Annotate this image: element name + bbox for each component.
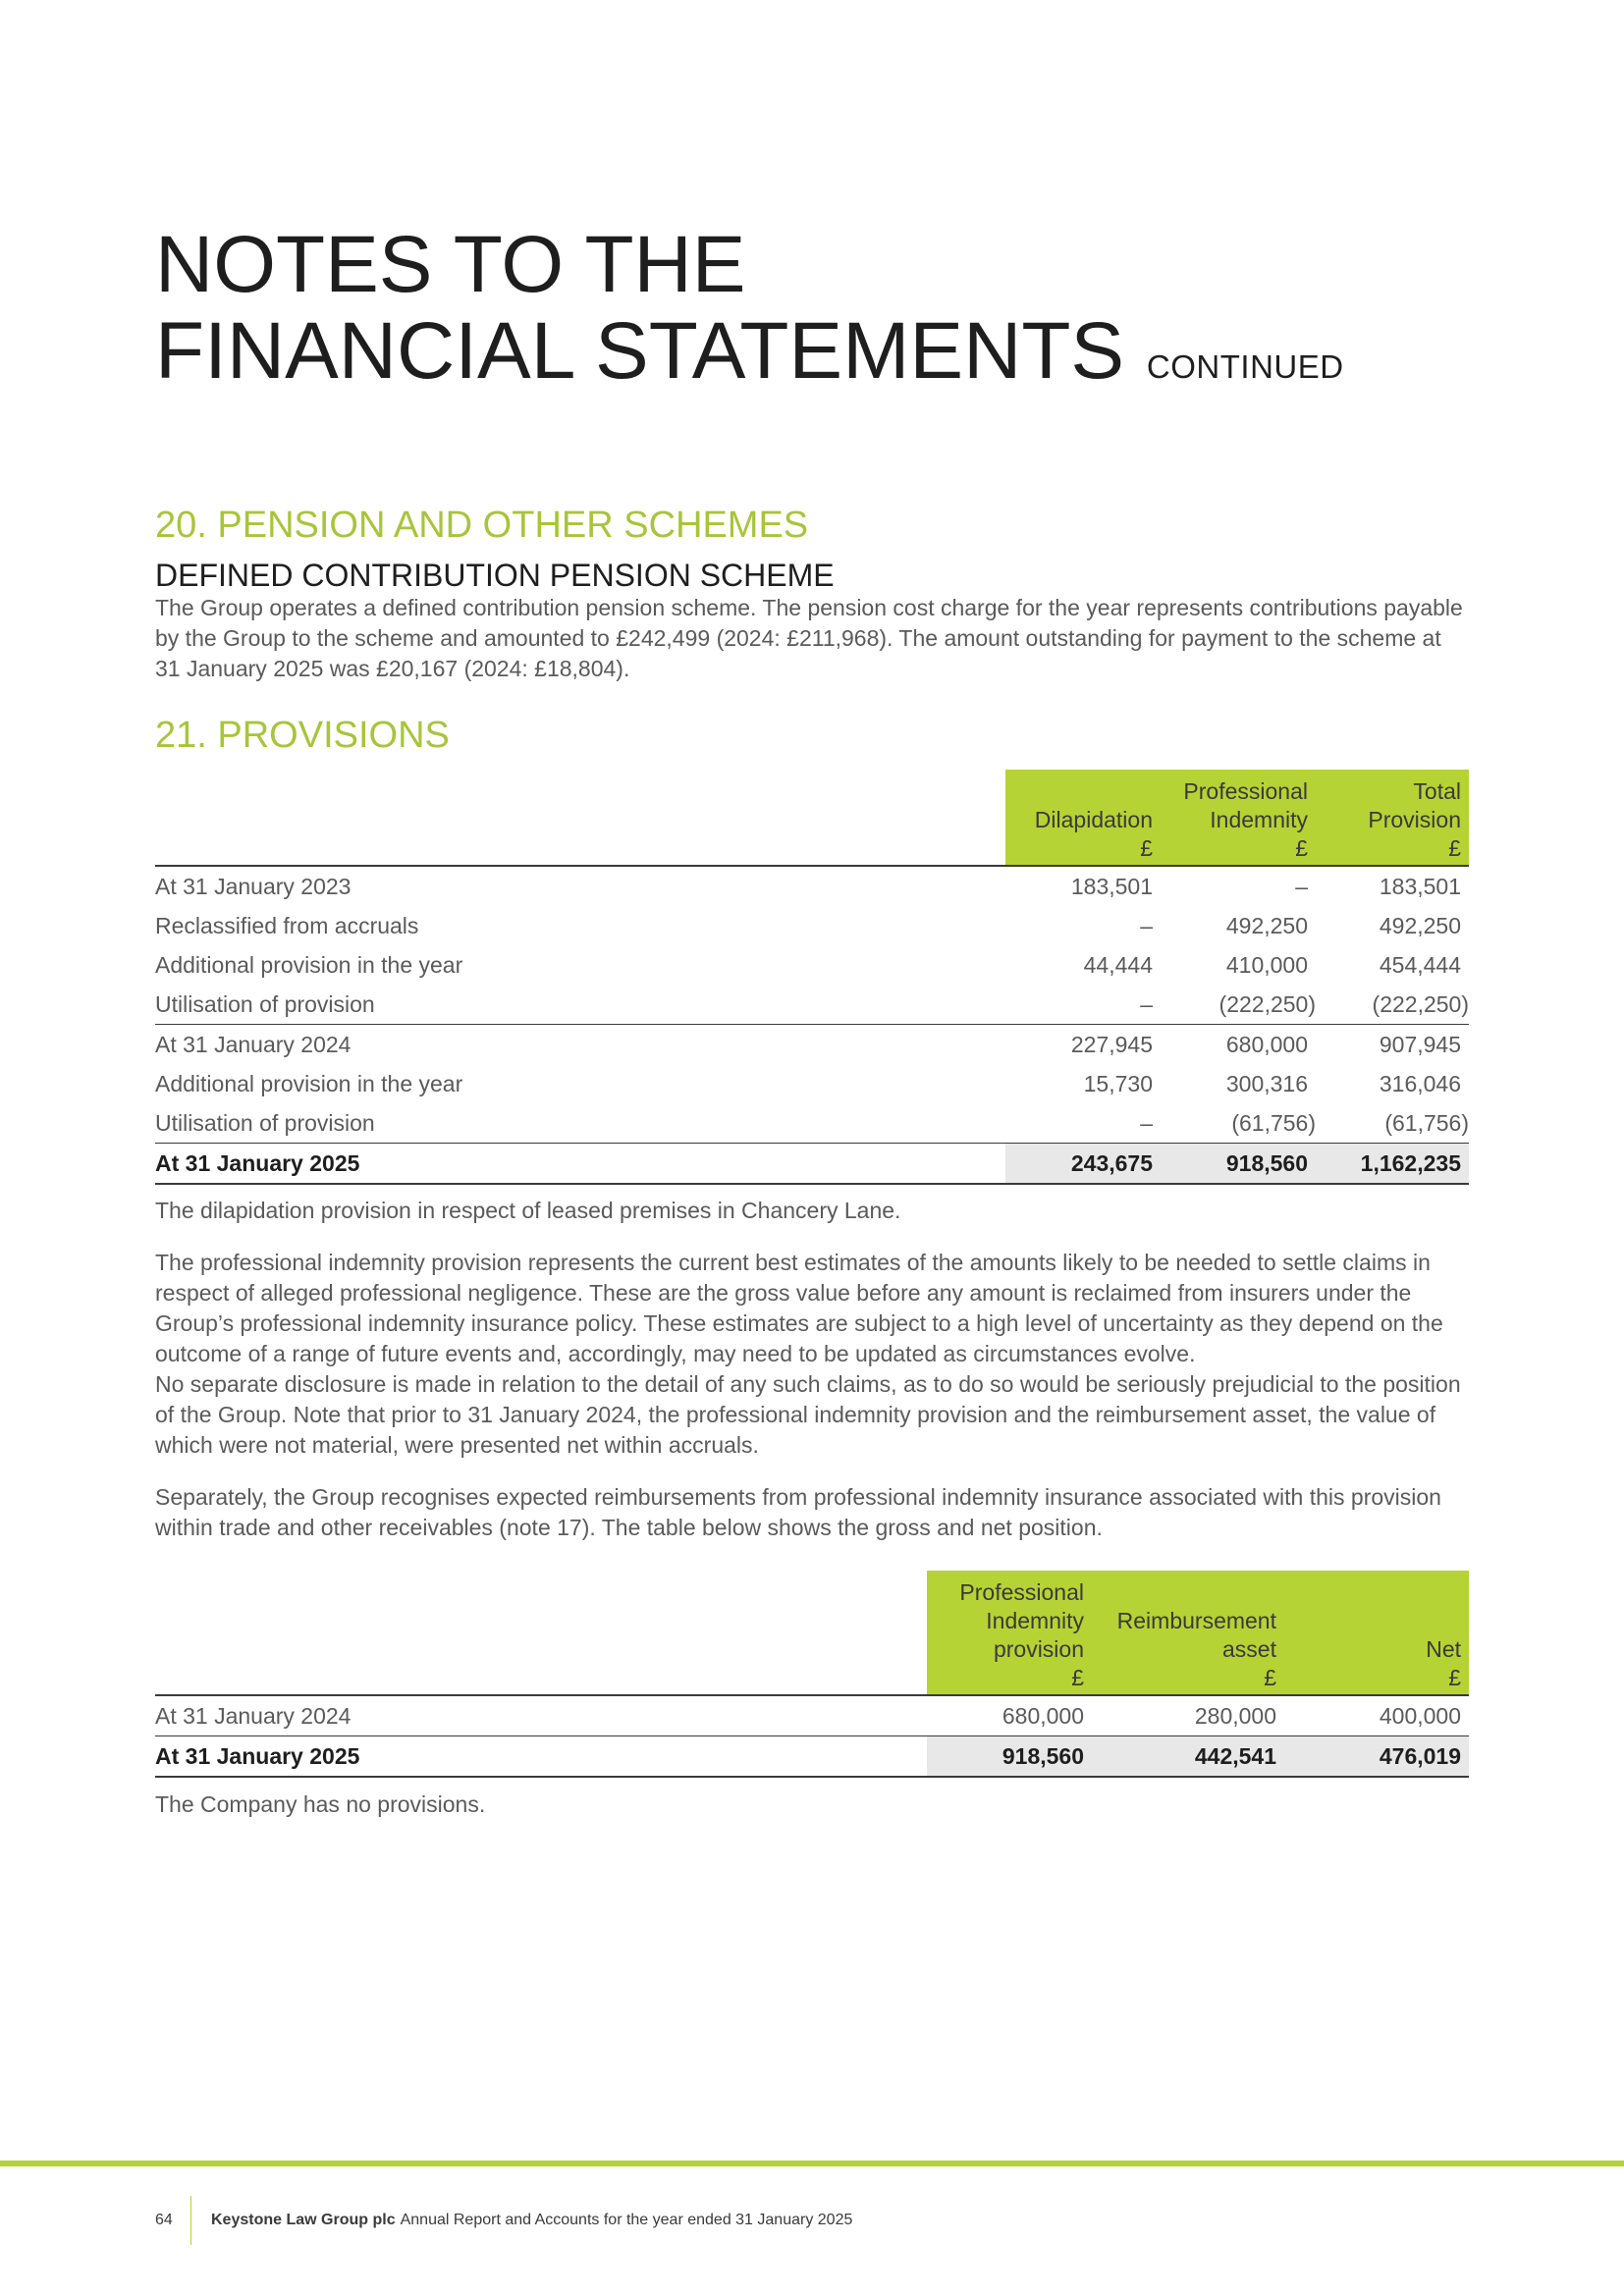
table-row: At 31 January 2024 227,945 680,000 907,945 [155, 1025, 1469, 1065]
section-20-subheading: DEFINED CONTRIBUTION PENSION SCHEME [155, 558, 835, 593]
provisions-table-header [155, 770, 1469, 866]
table-row: Utilisation of provision – (61,756) (61,756) [155, 1109, 1469, 1136]
indemnity-note: The professional indemnity provision represents the current best estimates of the amounts likely to be needed to settle claims in respect of alleged professional negligence. These are the gross value before any amount is reclaimed from insurers under the Group’s professional indemnity insurance policy. These estimates are subject to a high level of uncertainty as they depend on the outcome of a range of future events and, accordingly, may need to be updated as circumstances evolve. [155, 1250, 1443, 1366]
reimbursement-table-header [155, 1571, 1469, 1695]
column-header-net: Net £ [1284, 1571, 1469, 1695]
company-provisions-note: The Company has no provisions. [155, 1791, 486, 1817]
provisions-table [155, 770, 1469, 1185]
column-header-professional-indemnity: Professional Indemnity £ [1161, 770, 1316, 866]
column-header-reimbursement-asset: Reimbursement asset £ [1092, 1571, 1284, 1695]
table-row: Utilisation of provision – (222,250) (222,250) [155, 990, 1469, 1017]
table-row: Additional provision in the year 15,730 300,316 316,046 [155, 1070, 1461, 1096]
page-title-line2: FINANCIAL STATEMENTS [155, 306, 1125, 396]
section-20-heading: 20. PENSION AND OTHER SCHEMES [155, 505, 809, 546]
table-row: At 31 January 2024 680,000 280,000 400,000 [155, 1702, 1461, 1729]
column-header-total-provision: Total Provision £ [1316, 770, 1469, 866]
page-number: 64 [155, 2212, 173, 2228]
reimbursement-note: Separately, the Group recognises expected reimbursements from professional indemnity insurance associated with this provision within trade and other receivables (note 17). The table below shows the gross and net position. [155, 1484, 1441, 1540]
page-title [155, 222, 1344, 410]
page-title-suffix: CONTINUED [1146, 348, 1344, 385]
footer-accent-bar [0, 2161, 1624, 2166]
page-footer [155, 2203, 852, 2238]
disclosure-note: No separate disclosure is made in relation to the detail of any such claims, as to do so would be seriously prejudicial to the position of the Group. Note that prior to 31 January 2024, the professional indemnity provision and the reimbursement asset, the value of which were not material, were presented net within accruals. [155, 1371, 1461, 1458]
table-total-row: At 31 January 2025 243,675 918,560 1,162,235 [155, 1144, 1469, 1185]
footer-report-title: Annual Report and Accounts for the year ended 31 January 2025 [400, 2212, 853, 2228]
column-header-dilapidation: Dilapidation £ [1005, 770, 1161, 866]
reimbursement-table [155, 1571, 1469, 1778]
table-total-row: At 31 January 2025 918,560 442,541 476,019 [155, 1736, 1469, 1778]
section-20-body: The Group operates a defined contribution pension scheme. The pension cost charge for the year represents contributions payable by the Group to the scheme and amounted to £242,499 (2024: £211,968). The amount outstanding for payment to the scheme at 31 January 2025 was £20,167 (2024: £18,804). [155, 595, 1463, 681]
footer-divider [190, 2196, 191, 2245]
page-title-line1: NOTES TO THE [155, 220, 746, 309]
table-row: Reclassified from accruals – 492,250 492,250 [155, 912, 1461, 938]
section-21-heading: 21. PROVISIONS [155, 715, 450, 756]
dilapidation-note: The dilapidation provision in respect of leased premises in Chancery Lane. [155, 1198, 901, 1223]
footer-company: Keystone Law Group plc [211, 2212, 396, 2228]
table-row: Additional provision in the year 44,444 410,000 454,444 [155, 951, 1461, 978]
column-header-pi-provision: Professional Indemnity provision £ [927, 1571, 1092, 1695]
table-row: At 31 January 2023 183,501 – 183,501 [155, 873, 1461, 899]
